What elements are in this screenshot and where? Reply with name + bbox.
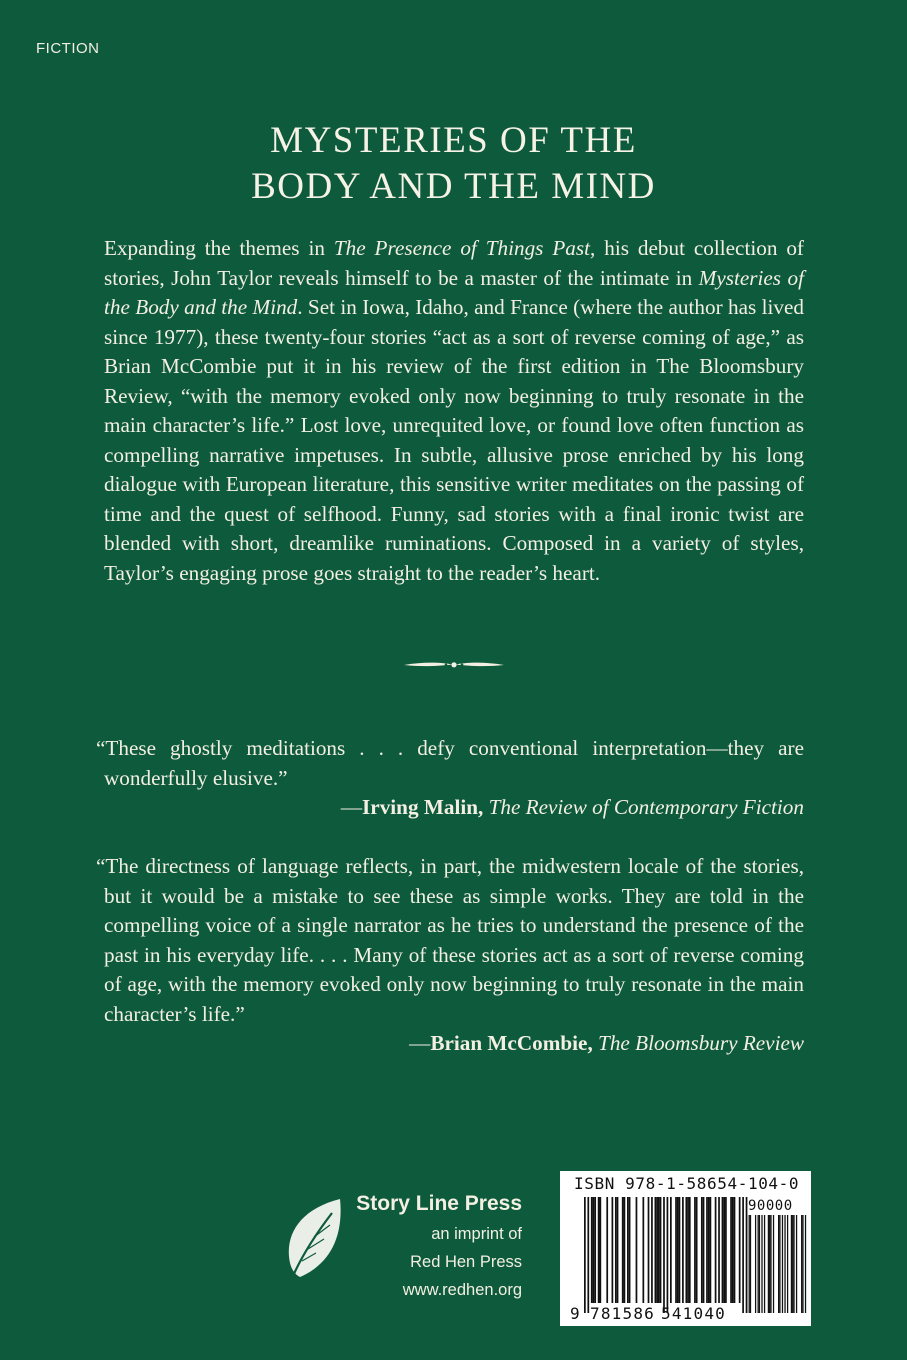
barcode-bar bbox=[689, 1197, 691, 1303]
barcode-bar bbox=[670, 1197, 672, 1303]
addon-bar bbox=[758, 1215, 759, 1313]
addon-bar bbox=[768, 1215, 769, 1313]
book-description bbox=[104, 234, 804, 588]
title-line-2: BODY AND THE MIND bbox=[251, 166, 656, 207]
barcode-bar bbox=[591, 1197, 593, 1303]
barcode-bar bbox=[696, 1197, 698, 1303]
addon-bar bbox=[764, 1215, 765, 1313]
addon-bar bbox=[779, 1215, 780, 1313]
barcode bbox=[560, 1171, 811, 1326]
addon-bar bbox=[761, 1215, 762, 1313]
addon-bar bbox=[801, 1215, 802, 1313]
parent-publisher: Red Hen Press bbox=[410, 1253, 522, 1271]
publisher-name: Story Line Press bbox=[356, 1192, 522, 1215]
barcode-bar bbox=[703, 1197, 705, 1303]
quote-source: The Review of Contemporary Fiction bbox=[488, 795, 804, 819]
addon-bar bbox=[793, 1215, 794, 1313]
quote-attribution bbox=[96, 1029, 804, 1059]
addon-bar bbox=[796, 1215, 797, 1313]
barcode-bar bbox=[622, 1197, 624, 1303]
barcode-bar bbox=[718, 1197, 720, 1303]
barcode-bar bbox=[629, 1197, 631, 1303]
barcode-bar bbox=[593, 1197, 595, 1303]
blurb-text-2: , his debut collection of stories, John Taylor reveals himself to be a master of the intimate in bbox=[104, 236, 804, 290]
barcode-bar bbox=[730, 1197, 732, 1303]
barcode-bar bbox=[694, 1197, 696, 1303]
barcode-bar bbox=[725, 1197, 727, 1303]
addon-bar bbox=[746, 1215, 747, 1313]
addon-bar bbox=[787, 1215, 788, 1313]
barcode-bar bbox=[734, 1197, 736, 1303]
barcode-bar bbox=[723, 1197, 725, 1303]
barcode-digits-right: 541040 bbox=[661, 1304, 726, 1323]
barcode-bar bbox=[710, 1197, 712, 1303]
addon-bar bbox=[778, 1215, 779, 1313]
barcode-bar bbox=[587, 1197, 589, 1313]
addon-bar bbox=[782, 1215, 783, 1313]
addon-bar bbox=[791, 1215, 792, 1313]
barcode-bar bbox=[612, 1197, 614, 1303]
barcode-bar bbox=[648, 1197, 650, 1303]
addon-bar bbox=[759, 1215, 760, 1313]
barcode-bar bbox=[658, 1197, 660, 1303]
addon-bar bbox=[784, 1215, 785, 1313]
barcode-bar bbox=[732, 1197, 734, 1303]
ornament-divider-icon bbox=[402, 656, 506, 674]
addon-bar bbox=[773, 1215, 774, 1313]
barcode-bar bbox=[667, 1197, 669, 1313]
review-quote-2 bbox=[96, 852, 804, 1059]
barcode-bar bbox=[679, 1197, 681, 1303]
barcode-bar bbox=[636, 1197, 638, 1303]
addon-bar bbox=[770, 1215, 771, 1313]
publisher-block bbox=[350, 1188, 522, 1304]
barcode-bar bbox=[685, 1197, 687, 1303]
barcode-bar bbox=[606, 1197, 608, 1303]
barcode-digits-left: 781586 bbox=[590, 1304, 655, 1323]
barcode-bar bbox=[599, 1197, 601, 1303]
addon-bar bbox=[769, 1215, 770, 1313]
barcode-bar bbox=[627, 1197, 629, 1303]
barcode-bar bbox=[739, 1197, 741, 1303]
barcode-bar bbox=[722, 1197, 724, 1303]
addon-bar bbox=[792, 1215, 793, 1313]
barcode-bar bbox=[687, 1197, 689, 1303]
price-addon-digits: 90000 bbox=[748, 1198, 793, 1214]
title-line-1: MYSTERIES OF THE bbox=[270, 120, 637, 161]
quote-dash: — bbox=[409, 1031, 431, 1055]
addon-bar bbox=[749, 1215, 750, 1313]
blurb-text-3: . Set in Iowa, Idaho, and France (where the author has lived since 1977), these twenty-four stories “act as a sort of reverse coming of age,” as Brian McCombie put it in his review of the first edition in The Bloomsbury Review, “with the memory evoked only now beginning to truly resonate in the main character’s life.” Lost love, unrequited love, or found love often function as compelling narrative impetuses. In subtle, allusive prose enriched by his long dialogue with European literature, this sensitive writer meditates on the passing of time and the quest of selfhood. Funny, sad stories with a final ironic twist are blended with short, dreamlike ruminations. Composed in a variety of styles, Taylor’s engaging prose goes straight to the reader’s heart. bbox=[104, 295, 804, 585]
barcode-bar bbox=[655, 1197, 657, 1303]
barcode-bar bbox=[651, 1197, 653, 1303]
barcode-bar bbox=[715, 1197, 717, 1303]
quote-attribution bbox=[96, 793, 804, 823]
quote-dash: — bbox=[340, 795, 363, 819]
isbn-label: ISBN 978-1-58654-104-0 bbox=[574, 1174, 800, 1193]
barcode-bar bbox=[642, 1197, 644, 1303]
barcode-bar bbox=[624, 1197, 626, 1303]
quote-source: The Bloomsbury Review bbox=[598, 1031, 804, 1055]
barcode-bar bbox=[594, 1197, 596, 1303]
barcode-digit-first: 9 bbox=[570, 1304, 581, 1323]
quote-author: Irving Malin, bbox=[362, 795, 484, 819]
book-title bbox=[0, 118, 907, 210]
barcode-bar bbox=[682, 1197, 684, 1303]
barcode-bar bbox=[584, 1197, 586, 1313]
blurb-text-1: Expanding the themes in bbox=[104, 236, 334, 260]
quote-author: Brian McCombie, bbox=[430, 1031, 593, 1055]
publisher-url: www.redhen.org bbox=[402, 1281, 522, 1299]
quote-text: “These ghostly meditations . . . defy conventional interpretation—they are wonderfully elusive.” bbox=[96, 736, 804, 790]
quote-text: “The directness of language reflects, in part, the midwestern locale of the stories, but it would be a mistake to see these as simple works. They are told in the compelling voice of a single narrator as he tries to understand the presence of the past in his everyday life. . . . Many of these stories act as a sort of reverse coming of age, with the memory evoked only now beginning to truly resonate in the main character’s life.” bbox=[96, 854, 804, 1026]
blurb-title-ref-2: Mysteries of the Body and the Mind bbox=[104, 265, 804, 319]
genre-label: FICTION bbox=[36, 40, 100, 57]
review-quote-1 bbox=[96, 734, 804, 823]
blurb-title-ref-1: The Presence of Things Past bbox=[333, 236, 591, 260]
barcode-bar bbox=[617, 1197, 619, 1303]
leaf-icon bbox=[280, 1195, 346, 1287]
imprint-label: an imprint of bbox=[431, 1225, 522, 1243]
barcode-bar bbox=[706, 1197, 708, 1303]
barcode-bar bbox=[663, 1197, 665, 1313]
addon-bar bbox=[755, 1215, 756, 1313]
barcode-bar bbox=[660, 1197, 662, 1303]
barcode-bar bbox=[615, 1197, 617, 1303]
addon-bar bbox=[750, 1215, 751, 1313]
addon-bar bbox=[802, 1215, 803, 1313]
barcode-bar bbox=[656, 1197, 658, 1303]
barcode-bar bbox=[742, 1197, 744, 1313]
barcode-bar bbox=[598, 1197, 600, 1303]
barcode-bar bbox=[708, 1197, 710, 1303]
addon-bar bbox=[805, 1215, 806, 1313]
barcode-bar bbox=[677, 1197, 679, 1303]
barcode-bar bbox=[701, 1197, 703, 1303]
barcode-bar bbox=[675, 1197, 677, 1303]
barcode-bars bbox=[560, 1171, 811, 1326]
